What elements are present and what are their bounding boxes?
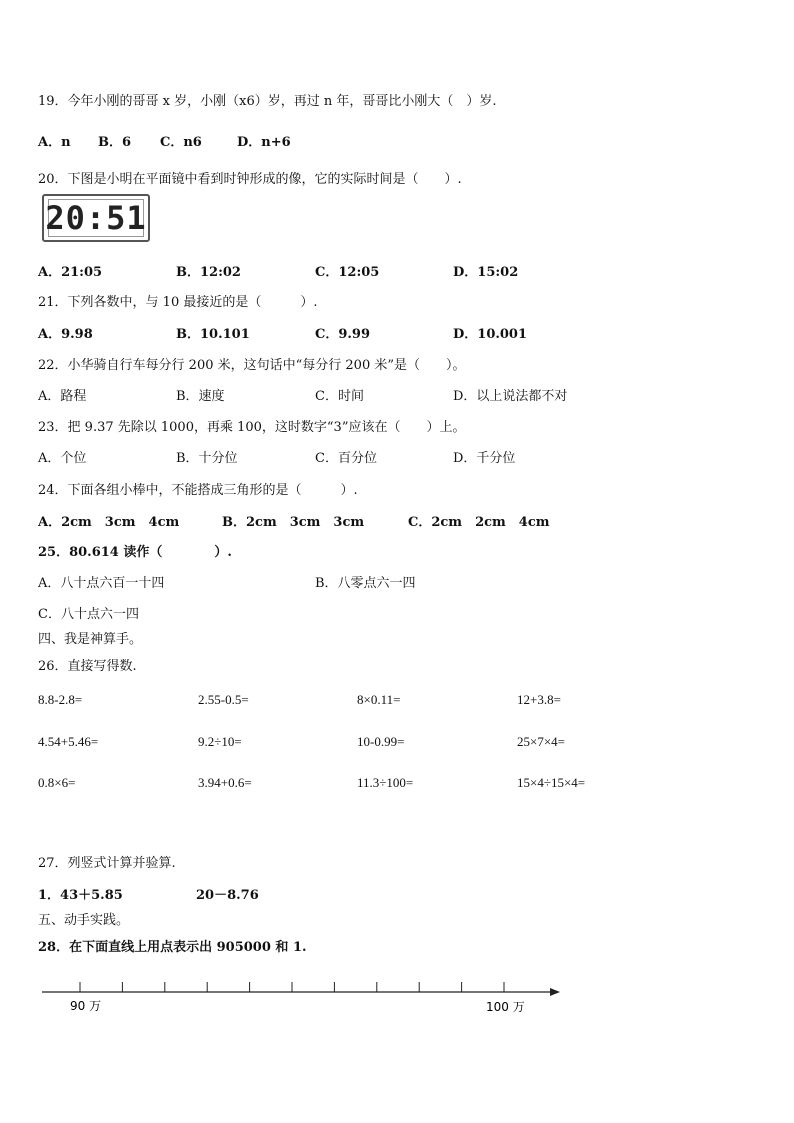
q22-option-b[interactable]: B．速度	[176, 389, 225, 404]
q21-option-d[interactable]: D．10.001	[453, 327, 528, 342]
q22-stem: 22．小华骑自行车每分行 200 米，这句话中“每分行 200 米”是（ ）。	[38, 358, 466, 373]
q20-option-c[interactable]: C．12:05	[315, 265, 380, 280]
q27-item-2: 20－8.76	[196, 888, 259, 903]
q27-item-1: 1．43＋5.85	[38, 888, 123, 903]
q20-option-a[interactable]: A．21:05	[38, 265, 103, 280]
q20-option-b[interactable]: B．12:02	[176, 265, 241, 280]
q25-stem: 25．80.614 读作（ ）.	[38, 545, 232, 560]
section-heading-4: 四、我是神算手。	[38, 632, 143, 647]
q26-item: 9.2÷10=	[198, 734, 242, 749]
q23-option-c[interactable]: C．百分位	[315, 451, 377, 466]
q21-stem: 21．下列各数中，与 10 最接近的是（ ）.	[38, 295, 318, 310]
q25-option-b[interactable]: B．八零点六一四	[315, 576, 416, 591]
q26-stem: 26．直接写得数.	[38, 659, 137, 674]
number-line-start-label: 90 万	[70, 999, 102, 1013]
q26-item: 15×4÷15×4=	[517, 775, 586, 790]
q25-option-a[interactable]: A．八十点六百一十四	[38, 576, 165, 591]
q24-stem: 24．下面各组小棒中，不能搭成三角形的是（ ）.	[38, 483, 358, 498]
q22-option-d[interactable]: D．以上说法都不对	[453, 389, 568, 404]
q24-option-b[interactable]: B．2cm 3cm 3cm	[222, 515, 365, 530]
q28-stem: 28．在下面直线上用点表示出 905000 和 1.	[38, 940, 307, 955]
q26-item: 25×7×4=	[517, 734, 565, 749]
q26-item: 11.3÷100=	[357, 775, 414, 790]
clock-display: 20:51	[45, 199, 147, 237]
digital-clock-image	[42, 194, 150, 242]
q25-option-c[interactable]: C．八十点六一四	[38, 607, 139, 622]
q19-option-c[interactable]: C．n6	[160, 135, 202, 150]
q19-option-b[interactable]: B．6	[98, 135, 132, 150]
section-heading-5: 五、动手实践。	[38, 913, 130, 928]
q23-option-b[interactable]: B．十分位	[176, 451, 238, 466]
q22-option-c[interactable]: C．时间	[315, 389, 364, 404]
q26-item: 2.55-0.5=	[198, 692, 249, 707]
q20-stem: 20．下图是小明在平面镜中看到时钟形成的像，它的实际时间是（ ）.	[38, 172, 462, 187]
q21-option-c[interactable]: C．9.99	[315, 327, 371, 342]
q26-item: 0.8×6=	[38, 775, 76, 790]
q26-item: 10-0.99=	[357, 734, 405, 749]
number-line-end-label: 100 万	[486, 1000, 525, 1014]
q26-item: 4.54+5.46=	[38, 734, 99, 749]
q26-item: 12+3.8=	[517, 692, 561, 707]
q20-option-d[interactable]: D．15:02	[453, 265, 519, 280]
q21-option-a[interactable]: A．9.98	[38, 327, 93, 342]
q22-option-a[interactable]: A．路程	[38, 389, 87, 404]
q27-stem: 27．列竖式计算并验算.	[38, 856, 176, 871]
q26-item: 8.8-2.8=	[38, 692, 83, 707]
q21-option-b[interactable]: B．10.101	[176, 327, 250, 342]
q23-option-a[interactable]: A．个位	[38, 451, 87, 466]
number-line[interactable]	[36, 970, 576, 1030]
q24-option-c[interactable]: C．2cm 2cm 4cm	[408, 515, 550, 530]
q19-stem: 19．今年小刚的哥哥 x 岁，小刚（x6）岁，再过 n 年，哥哥比小刚大（ ）岁.	[38, 94, 497, 109]
q26-item: 3.94+0.6=	[198, 775, 252, 790]
arrow-right-icon	[550, 988, 560, 996]
q23-stem: 23．把 9.37 先除以 1000，再乘 100，这时数字“3”应该在（ ）上。	[38, 420, 466, 435]
q19-option-a[interactable]: A．n	[38, 135, 71, 150]
q24-option-a[interactable]: A．2cm 3cm 4cm	[38, 515, 180, 530]
q19-option-d[interactable]: D．n+6	[237, 135, 291, 150]
q26-item: 8×0.11=	[357, 692, 401, 707]
q23-option-d[interactable]: D．千分位	[453, 451, 516, 466]
